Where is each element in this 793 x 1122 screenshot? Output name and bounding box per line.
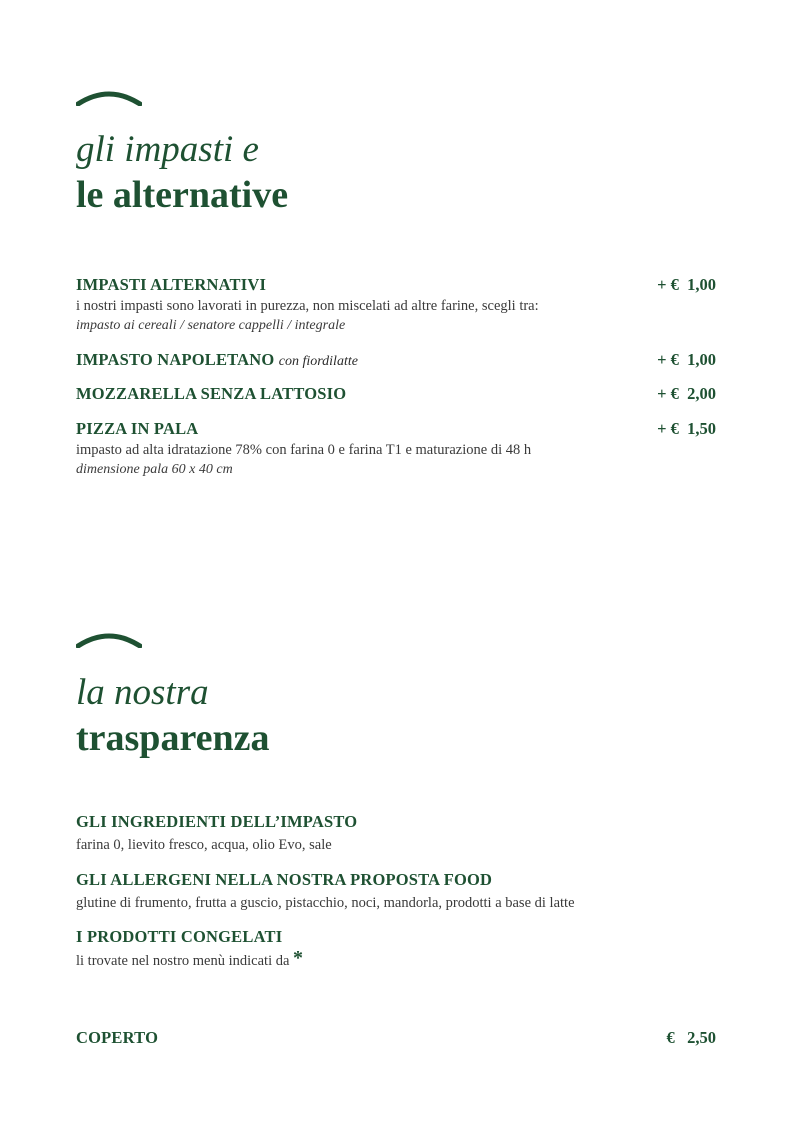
title-italic: gli impasti e bbox=[76, 129, 259, 170]
item-note: con fiordilatte bbox=[278, 354, 358, 369]
section-title-impasti bbox=[76, 128, 288, 218]
info-item-ingredienti bbox=[76, 811, 716, 855]
menu-item-mozzarella-senza-lattosio bbox=[76, 383, 716, 405]
decorative-arc-icon bbox=[76, 632, 142, 648]
info-text: glutine di frumento, frutta a guscio, pistacchio, noci, mandorla, prodotti a base di latte bbox=[76, 895, 575, 911]
info-heading: GLI INGREDIENTI DELL’IMPASTO bbox=[76, 812, 358, 831]
coperto-price: € 2,50 bbox=[666, 1028, 716, 1047]
coperto-row bbox=[76, 1027, 716, 1049]
frozen-asterisk-icon: * bbox=[293, 947, 304, 969]
info-item-allergeni bbox=[76, 869, 716, 913]
item-price: + € 2,00 bbox=[657, 384, 716, 403]
item-description: impasto ad alta idratazione 78% con farina 0 e farina T1 e maturazione di 48 h bbox=[76, 442, 532, 458]
item-price: + € 1,50 bbox=[657, 419, 716, 438]
menu-item-pizza-in-pala bbox=[76, 418, 716, 480]
item-size: dimensione pala 60 x 40 cm bbox=[76, 462, 233, 477]
item-name: IMPASTO NAPOLETANO con fiordilatte bbox=[76, 350, 358, 369]
item-options: impasto ai cereali / senatore cappelli / integrale bbox=[76, 318, 346, 333]
menu-item-impasti-alternativi bbox=[76, 274, 716, 336]
item-name: IMPASTI ALTERNATIVI bbox=[76, 275, 267, 294]
item-name: MOZZARELLA SENZA LATTOSIO bbox=[76, 384, 347, 403]
info-heading: GLI ALLERGENI NELLA NOSTRA PROPOSTA FOOD bbox=[76, 870, 493, 889]
section-title-trasparenza bbox=[76, 671, 270, 761]
item-price: + € 1,00 bbox=[657, 275, 716, 294]
title-bold: le alternative bbox=[76, 174, 289, 216]
menu-item-impasto-napoletano bbox=[76, 349, 716, 371]
info-heading: I PRODOTTI CONGELATI bbox=[76, 927, 283, 946]
title-italic: la nostra bbox=[76, 672, 209, 713]
title-bold: trasparenza bbox=[76, 717, 270, 759]
info-item-congelati bbox=[76, 926, 716, 971]
coperto-label: COPERTO bbox=[76, 1028, 159, 1047]
item-description: i nostri impasti sono lavorati in purezza, non miscelati ad altre farine, scegli tra: bbox=[76, 298, 539, 314]
item-name: PIZZA IN PALA bbox=[76, 419, 199, 438]
item-price: + € 1,00 bbox=[657, 350, 716, 369]
info-text: farina 0, lievito fresco, acqua, olio Evo, sale bbox=[76, 837, 332, 853]
decorative-arc-icon bbox=[76, 90, 142, 106]
info-text: li trovate nel nostro menù indicati da * bbox=[76, 947, 304, 969]
